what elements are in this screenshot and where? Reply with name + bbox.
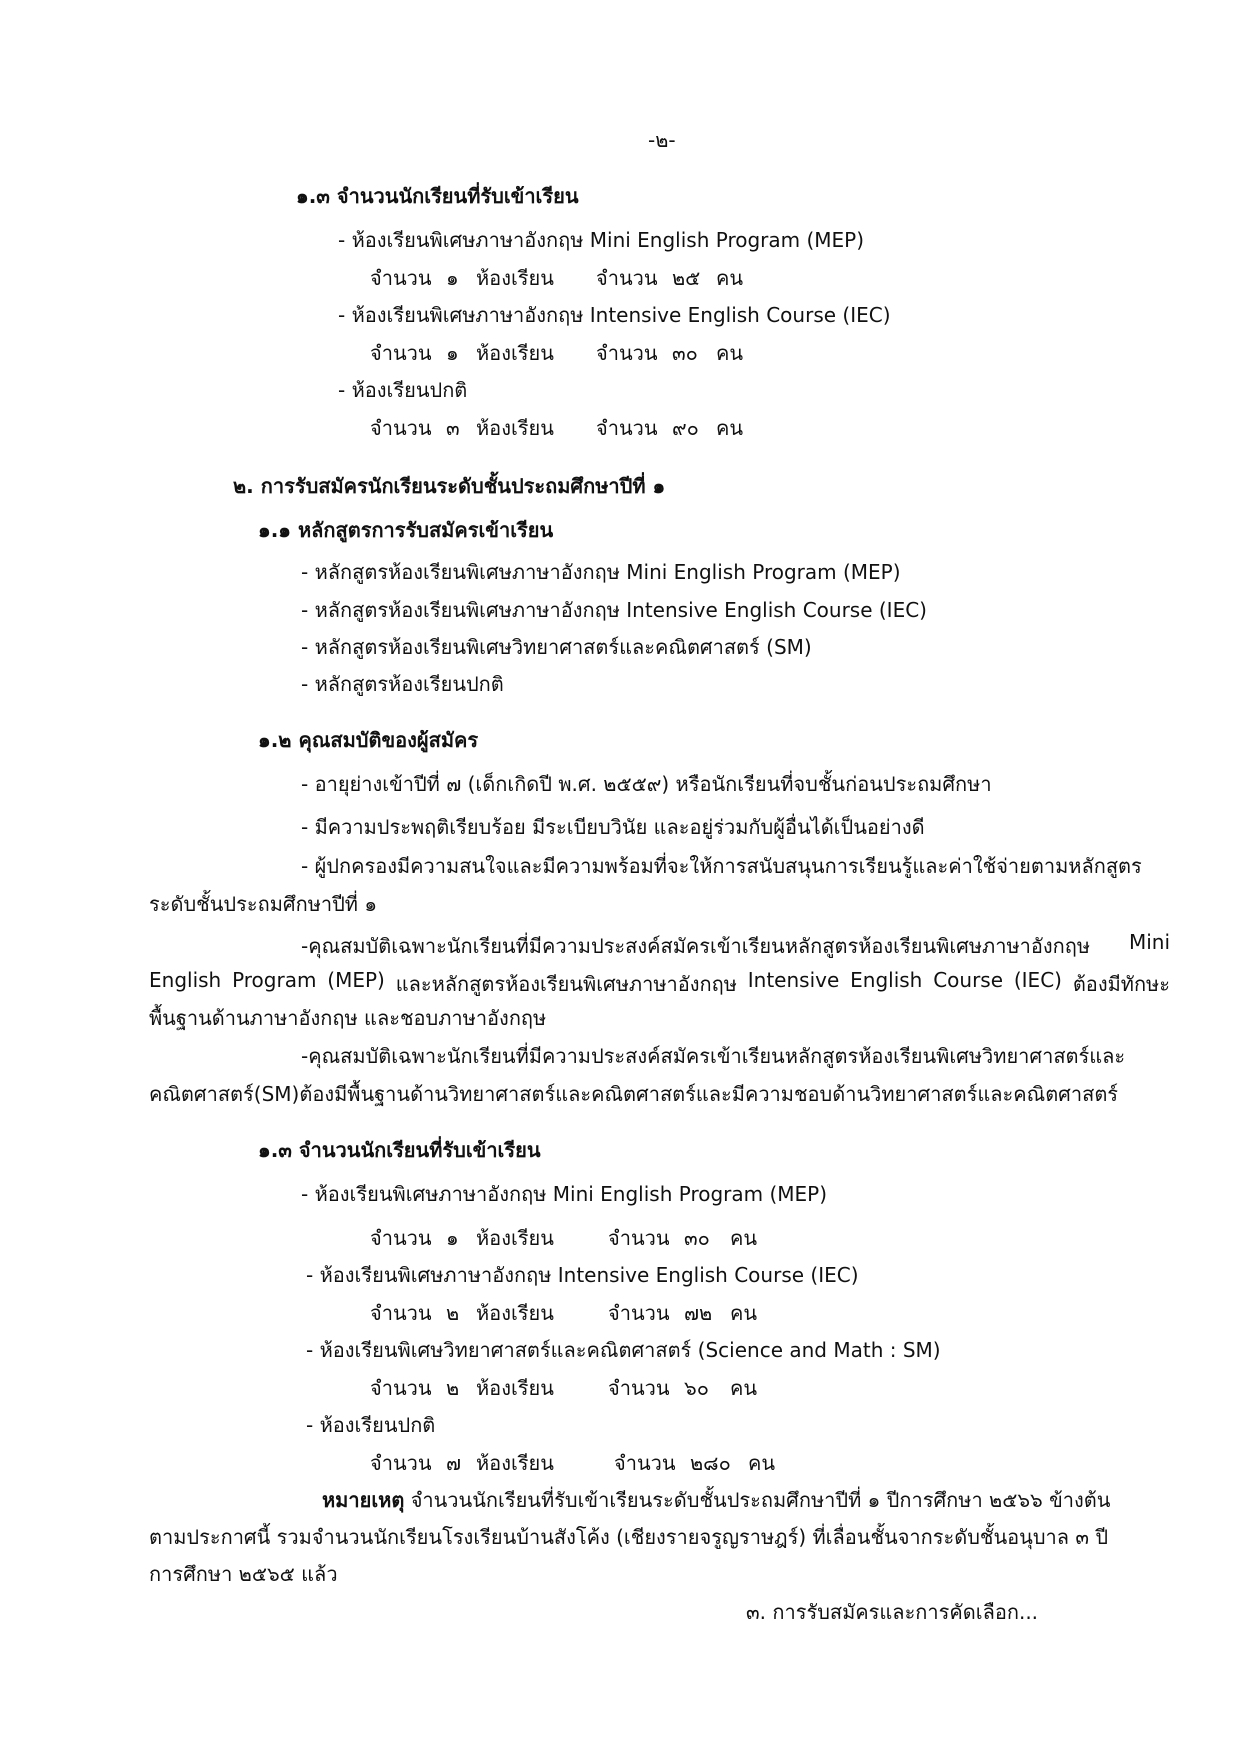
word: English	[149, 968, 222, 992]
list-item: - ห้องเรียนพิเศษภาษาอังกฤษ Intensive English Course (IEC)	[306, 1263, 859, 1287]
student-unit: คน	[716, 266, 744, 290]
student-unit: คน	[716, 341, 744, 365]
room-unit: ห้องเรียน	[476, 1226, 554, 1250]
count-label: จำนวน	[596, 416, 658, 440]
count-label: จำนวน	[370, 416, 432, 440]
paragraph: -คุณสมบัติเฉพาะนักเรียนที่มีความประสงค์สมัครเข้าเรียนหลักสูตรห้องเรียนพิเศษวิทยาศาสตร์และ	[301, 1044, 1126, 1068]
note-line: การศึกษา ๒๕๖๕ แล้ว	[149, 1562, 338, 1586]
word: Intensive	[747, 968, 840, 992]
count-label: จำนวน	[370, 341, 432, 365]
student-count: ๙๐	[672, 416, 699, 440]
student-count: ๒๕	[672, 266, 701, 290]
count-label: จำนวน	[596, 266, 658, 290]
paragraph: - อายุย่างเข้าปีที่ ๗ (เด็กเกิดปี พ.ศ. ๒๕๕๙) หรือนักเรียนที่จบชั้นก่อนประถมศึกษา	[301, 772, 992, 796]
room-count: ๑	[446, 1226, 459, 1250]
count-label: จำนวน	[596, 341, 658, 365]
list-item: - หลักสูตรห้องเรียนพิเศษภาษาอังกฤษ Intensive English Course (IEC)	[301, 598, 927, 622]
room-unit: ห้องเรียน	[476, 416, 554, 440]
note-text: จำนวนนักเรียนที่รับเข้าเรียนระดับชั้นประถมศึกษาปีที่ ๑ ปีการศึกษา ๒๕๖๖ ข้างต้น	[410, 1488, 1111, 1512]
section-heading-1-3-top: ๑.๓ จำนวนนักเรียนที่รับเข้าเรียน	[296, 184, 579, 208]
word: English	[850, 968, 923, 992]
paragraph-line: คณิตศาสตร์(SM)ต้องมีพื้นฐานด้านวิทยาศาสตร์และคณิตศาสตร์และมีความชอบด้านวิทยาศาสตร์และคณิตศาสตร์	[149, 1082, 1119, 1106]
word: Mini	[1128, 930, 1170, 954]
count-label: จำนวน	[370, 1226, 432, 1250]
section-heading-1-2: ๑.๒ คุณสมบัติของผู้สมัคร	[258, 728, 479, 752]
section-heading-2: ๒. การรับสมัครนักเรียนระดับชั้นประถมศึกษาปีที่ ๑	[233, 474, 666, 498]
paragraph-line	[301, 930, 1170, 962]
count-label: จำนวน	[614, 1451, 676, 1475]
student-unit: คน	[748, 1451, 776, 1475]
count-label: จำนวน	[370, 1376, 432, 1400]
student-count: ๒๘๐	[690, 1451, 731, 1475]
student-unit: คน	[730, 1226, 758, 1250]
count-label: จำนวน	[608, 1376, 670, 1400]
count-label: จำนวน	[608, 1226, 670, 1250]
word: และหลักสูตรห้องเรียนพิเศษภาษาอังกฤษ	[395, 972, 737, 996]
note-line: ตามประกาศนี้ รวมจำนวนนักเรียนโรงเรียนบ้านสังโค้ง (เชียงรายจรูญราษฎร์) ที่เลื่อนชั้นจากระดับชั้นอนุบาล ๓ ปี	[149, 1525, 1109, 1549]
page-number: -๒-	[648, 128, 676, 152]
section-heading-1-1: ๑.๑ หลักสูตรการรับสมัครเข้าเรียน	[258, 518, 554, 542]
room-unit: ห้องเรียน	[476, 1301, 554, 1325]
note-label: หมายเหตุ	[322, 1488, 405, 1512]
room-unit: ห้องเรียน	[476, 1376, 554, 1400]
word: ต้องมีทักษะ	[1072, 972, 1170, 996]
word: (IEC)	[1013, 968, 1062, 992]
paragraph-line: ระดับชั้นประถมศึกษาปีที่ ๑	[149, 892, 378, 916]
list-item: - ห้องเรียนพิเศษภาษาอังกฤษ Mini English Program (MEP)	[338, 228, 865, 252]
student-count: ๓๐	[672, 341, 698, 365]
continuation-text: ๓. การรับสมัครและการคัดเลือก...	[746, 1600, 1039, 1624]
room-unit: ห้องเรียน	[476, 1451, 554, 1475]
count-label: จำนวน	[608, 1301, 670, 1325]
paragraph: - ผู้ปกครองมีความสนใจและมีความพร้อมที่จะให้การสนับสนุนการเรียนรู้และค่าใช้จ่ายตามหลักสูตร	[301, 854, 1142, 878]
count-label: จำนวน	[370, 1301, 432, 1325]
section-heading-1-3: ๑.๓ จำนวนนักเรียนที่รับเข้าเรียน	[258, 1138, 541, 1162]
room-count: ๑	[446, 266, 459, 290]
list-item: - หลักสูตรห้องเรียนพิเศษวิทยาศาสตร์และคณิตศาสตร์ (SM)	[301, 635, 812, 659]
list-item: - ห้องเรียนปกติ	[306, 1413, 436, 1437]
student-count: ๗๒	[684, 1301, 713, 1325]
student-unit: คน	[716, 416, 744, 440]
room-count: ๒	[446, 1301, 460, 1325]
room-count: ๒	[446, 1376, 460, 1400]
list-item: - ห้องเรียนพิเศษภาษาอังกฤษ Mini English Program (MEP)	[301, 1182, 828, 1206]
word: (MEP)	[327, 968, 385, 992]
student-count: ๖๐	[684, 1376, 709, 1400]
paragraph-line: พื้นฐานด้านภาษาอังกฤษ และชอบภาษาอังกฤษ	[149, 1006, 547, 1030]
list-item: - ห้องเรียนพิเศษวิทยาศาสตร์และคณิตศาสตร์ (Science and Math : SM)	[306, 1338, 941, 1362]
word: -คุณสมบัติเฉพาะนักเรียนที่มีความประสงค์สมัครเข้าเรียนหลักสูตรห้องเรียนพิเศษภาษาอังกฤษ	[301, 934, 1091, 958]
room-count: ๓	[446, 416, 460, 440]
room-unit: ห้องเรียน	[476, 341, 554, 365]
room-count: ๑	[446, 341, 459, 365]
room-count: ๗	[446, 1451, 462, 1475]
list-item: - ห้องเรียนปกติ	[338, 378, 468, 402]
student-unit: คน	[730, 1301, 758, 1325]
paragraph: - มีความประพฤติเรียบร้อย มีระเบียบวินัย และอยู่ร่วมกับผู้อื่นได้เป็นอย่างดี	[301, 815, 925, 839]
word: Course	[933, 968, 1004, 992]
paragraph-line	[149, 968, 1170, 1000]
student-count: ๓๐	[684, 1226, 710, 1250]
student-unit: คน	[730, 1376, 758, 1400]
list-item: - หลักสูตรห้องเรียนปกติ	[301, 672, 504, 696]
count-label: จำนวน	[370, 1451, 432, 1475]
count-label: จำนวน	[370, 266, 432, 290]
note-line	[322, 1488, 1110, 1512]
room-unit: ห้องเรียน	[476, 266, 554, 290]
word: Program	[232, 968, 317, 992]
list-item: - หลักสูตรห้องเรียนพิเศษภาษาอังกฤษ Mini English Program (MEP)	[301, 560, 901, 584]
list-item: - ห้องเรียนพิเศษภาษาอังกฤษ Intensive English Course (IEC)	[338, 303, 891, 327]
